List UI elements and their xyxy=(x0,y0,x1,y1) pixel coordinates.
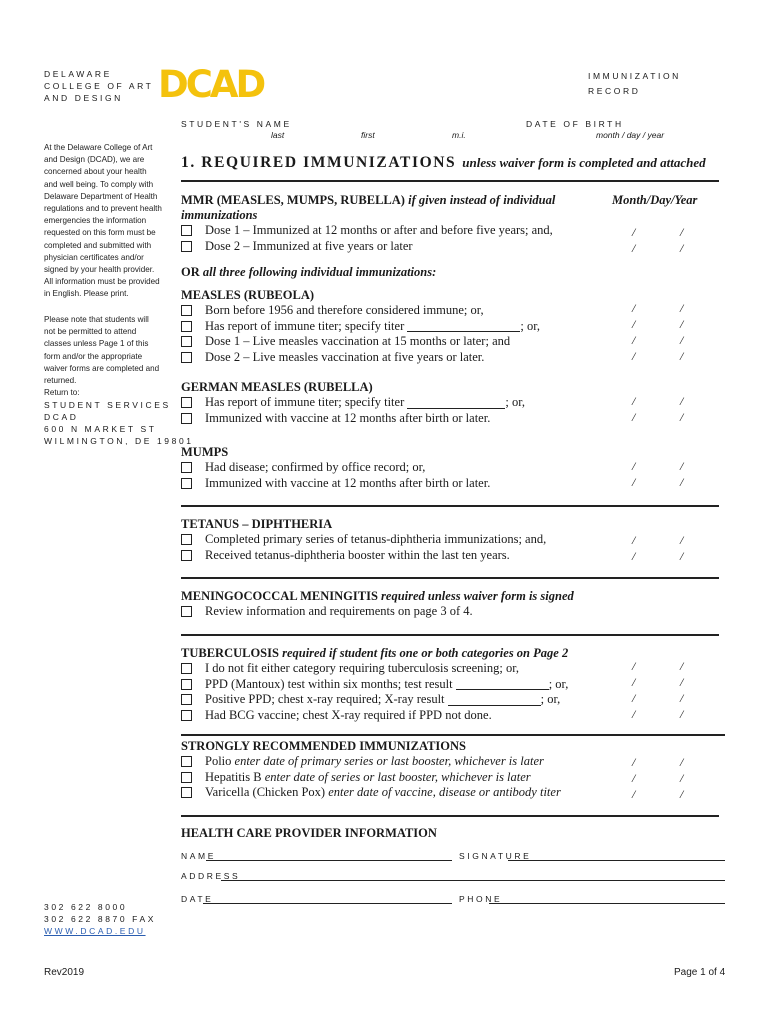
date-field[interactable] xyxy=(203,903,452,904)
date-slash: / xyxy=(632,349,636,363)
measles-born-checkbox[interactable] xyxy=(181,305,192,316)
provider-name-field[interactable] xyxy=(206,860,452,861)
rubella-vaccine-checkbox[interactable] xyxy=(181,413,192,424)
tuberculosis-section: TUBERCULOSIS required if student fits one or both categories on Page 2 I do not fit either category requiring tuberculosis screening; or, PPD (Mantoux) test within six months; test result ; or, Positive PPD; chest x-ray required; X-ray result ; or, Had BCG vaccine; chest X-ray required if PPD not done. xyxy=(181,646,569,722)
date-slash: / xyxy=(632,675,636,689)
page-number: Page 1 of 4 xyxy=(674,967,726,978)
date-slash: / xyxy=(632,707,636,721)
date-slash: / xyxy=(680,349,684,363)
date-slash: / xyxy=(680,691,684,705)
date-slash: / xyxy=(680,675,684,689)
address-label: ADDRESS xyxy=(181,871,241,881)
xray-result-field[interactable] xyxy=(448,694,541,706)
first-hint: first xyxy=(361,130,375,140)
provider-name-label: NAME xyxy=(181,851,216,861)
varicella-checkbox[interactable] xyxy=(181,787,192,798)
measles-titer-checkbox[interactable] xyxy=(181,321,192,332)
date-label: DATE xyxy=(181,894,214,904)
date-slash: / xyxy=(680,549,684,563)
meningitis-section: MENINGOCOCCAL MENINGITIS required unless waiver form is signed Review information and requirements on page 3 of 4. xyxy=(181,589,574,618)
date-slash: / xyxy=(680,333,684,347)
mmr-section: MMR (MEASLES, MUMPS, RUBELLA) if given instead of individual immunizations Dose 1 – Immunized at 12 months or after and before five years; and, Dose 2 – Immunized at five years or later xyxy=(181,193,556,253)
date-slash: / xyxy=(632,459,636,473)
phone-label: PHONE xyxy=(459,894,503,904)
date-slash: / xyxy=(632,410,636,424)
rubella-titer-field[interactable] xyxy=(407,397,505,409)
rubella-titer-checkbox[interactable] xyxy=(181,397,192,408)
date-slash: / xyxy=(632,241,636,255)
mi-hint: m.i. xyxy=(452,130,466,140)
date-slash: / xyxy=(632,317,636,331)
tb-ppd-checkbox[interactable] xyxy=(181,679,192,690)
notice-paragraph: Please note that students will not be permitted to attend classes unless Page 1 of this form and/or the appropriate waiver forms are completed and returned. xyxy=(44,315,160,386)
tb-positive-checkbox[interactable] xyxy=(181,694,192,705)
date-slash: / xyxy=(680,659,684,673)
tetanus-booster-checkbox[interactable] xyxy=(181,550,192,561)
date-slash: / xyxy=(680,787,684,801)
divider xyxy=(181,734,725,736)
mumps-disease-checkbox[interactable] xyxy=(181,462,192,473)
date-column-header: Month/Day/Year xyxy=(612,193,698,207)
measles-dose2-checkbox[interactable] xyxy=(181,352,192,363)
divider xyxy=(181,180,719,182)
date-slash: / xyxy=(680,755,684,769)
contact-info: 302 622 8000 302 622 8870 FAX WWW.DCAD.EDU xyxy=(44,902,157,936)
date-slash: / xyxy=(680,301,684,315)
divider xyxy=(181,634,719,636)
date-slash: / xyxy=(632,225,636,239)
measles-section: MEASLES (RUBEOLA) Born before 1956 and therefore considered immune; or, Has report of immune titer; specify titer ; or, Dose 1 – Live measles vaccination at 15 months or later; and Dose 2 – Live measles vaccination at five years or later. xyxy=(181,288,541,364)
mmr-dose1-checkbox[interactable] xyxy=(181,225,192,236)
date-slash: / xyxy=(632,333,636,347)
date-slash: / xyxy=(680,317,684,331)
date-slash: / xyxy=(680,394,684,408)
date-slash: / xyxy=(680,459,684,473)
tb-none-checkbox[interactable] xyxy=(181,663,192,674)
provider-title: HEALTH CARE PROVIDER INFORMATION xyxy=(181,826,437,840)
website-link[interactable]: WWW.DCAD.EDU xyxy=(44,926,146,936)
rubella-section: GERMAN MEASLES (RUBELLA) Has report of immune titer; specify titer ; or, Immunized with vaccine at 12 months after birth or later. xyxy=(181,380,526,425)
intro-paragraph: At the Delaware College of Art and Design (DCAD), we are concerned about your health and well being. To comply with Delaware Department of Health regulations and to prevent health emergencies the information requested on this form must be completed and submitted with physician certificates and/or signed by your health provider. All information must be provided in English. Please print. xyxy=(44,143,162,299)
date-slash: / xyxy=(632,691,636,705)
date-slash: / xyxy=(680,707,684,721)
address-field[interactable] xyxy=(221,880,725,881)
recommended-section: STRONGLY RECOMMENDED IMMUNIZATIONS Polio enter date of primary series or last booster, whichever is later Hepatitis B enter date of series or last booster, whichever is later Varicella (Chicken Pox) enter date of vaccine, disease or antibody titer xyxy=(181,739,561,800)
date-slash: / xyxy=(680,771,684,785)
polio-checkbox[interactable] xyxy=(181,756,192,767)
last-hint: last xyxy=(271,130,285,140)
revision: Rev2019 xyxy=(44,967,85,978)
date-slash: / xyxy=(632,549,636,563)
or-line: OR all three following individual immunizations: xyxy=(181,265,437,279)
date-slash: / xyxy=(680,241,684,255)
date-slash: / xyxy=(632,755,636,769)
record-title: IMMUNIZATION RECORD xyxy=(588,71,681,96)
divider xyxy=(181,815,719,817)
college-name: DELAWARE COLLEGE OF ART AND DESIGN xyxy=(44,69,154,103)
dcad-logo: DCAD xyxy=(158,63,264,106)
date-slash: / xyxy=(632,475,636,489)
date-slash: / xyxy=(680,225,684,239)
tetanus-section: TETANUS – DIPHTHERIA Completed primary series of tetanus-diphtheria immunizations; and, Received tetanus-diphtheria booster within the last ten years. xyxy=(181,517,547,562)
ppd-result-field[interactable] xyxy=(456,678,549,690)
tetanus-primary-checkbox[interactable] xyxy=(181,534,192,545)
divider xyxy=(181,577,719,579)
mumps-vaccine-checkbox[interactable] xyxy=(181,478,192,489)
signature-field[interactable] xyxy=(508,860,725,861)
date-slash: / xyxy=(632,787,636,801)
date-slash: / xyxy=(632,301,636,315)
signature-label: SIGNATURE xyxy=(459,851,532,861)
date-slash: / xyxy=(632,659,636,673)
return-to-label: Return to: xyxy=(44,388,80,397)
dob-label: DATE OF BIRTH xyxy=(526,119,624,129)
tb-bcg-checkbox[interactable] xyxy=(181,710,192,721)
date-slash: / xyxy=(632,394,636,408)
date-slash: / xyxy=(680,533,684,547)
measles-titer-field[interactable] xyxy=(407,320,520,332)
phone-field[interactable] xyxy=(489,903,725,904)
return-address: STUDENT SERVICES DCAD 600 N MARKET ST WILMINGTON, DE 19801 xyxy=(44,400,194,446)
mmr-dose2-checkbox[interactable] xyxy=(181,241,192,252)
divider xyxy=(181,505,719,507)
dob-hint: month / day / year xyxy=(596,130,665,140)
date-slash: / xyxy=(632,771,636,785)
date-slash: / xyxy=(680,410,684,424)
meningitis-review-checkbox[interactable] xyxy=(181,606,192,617)
section-title: 1. REQUIRED IMMUNIZATIONS unless waiver form is completed and attached xyxy=(181,154,706,171)
measles-dose1-checkbox[interactable] xyxy=(181,336,192,347)
date-slash: / xyxy=(680,475,684,489)
date-slash: / xyxy=(632,533,636,547)
hepatitis-b-checkbox[interactable] xyxy=(181,772,192,783)
mumps-section: MUMPS Had disease; confirmed by office record; or, Immunized with vaccine at 12 months after birth or later. xyxy=(181,445,491,490)
student-name-label: STUDENT'S NAME xyxy=(181,119,292,129)
